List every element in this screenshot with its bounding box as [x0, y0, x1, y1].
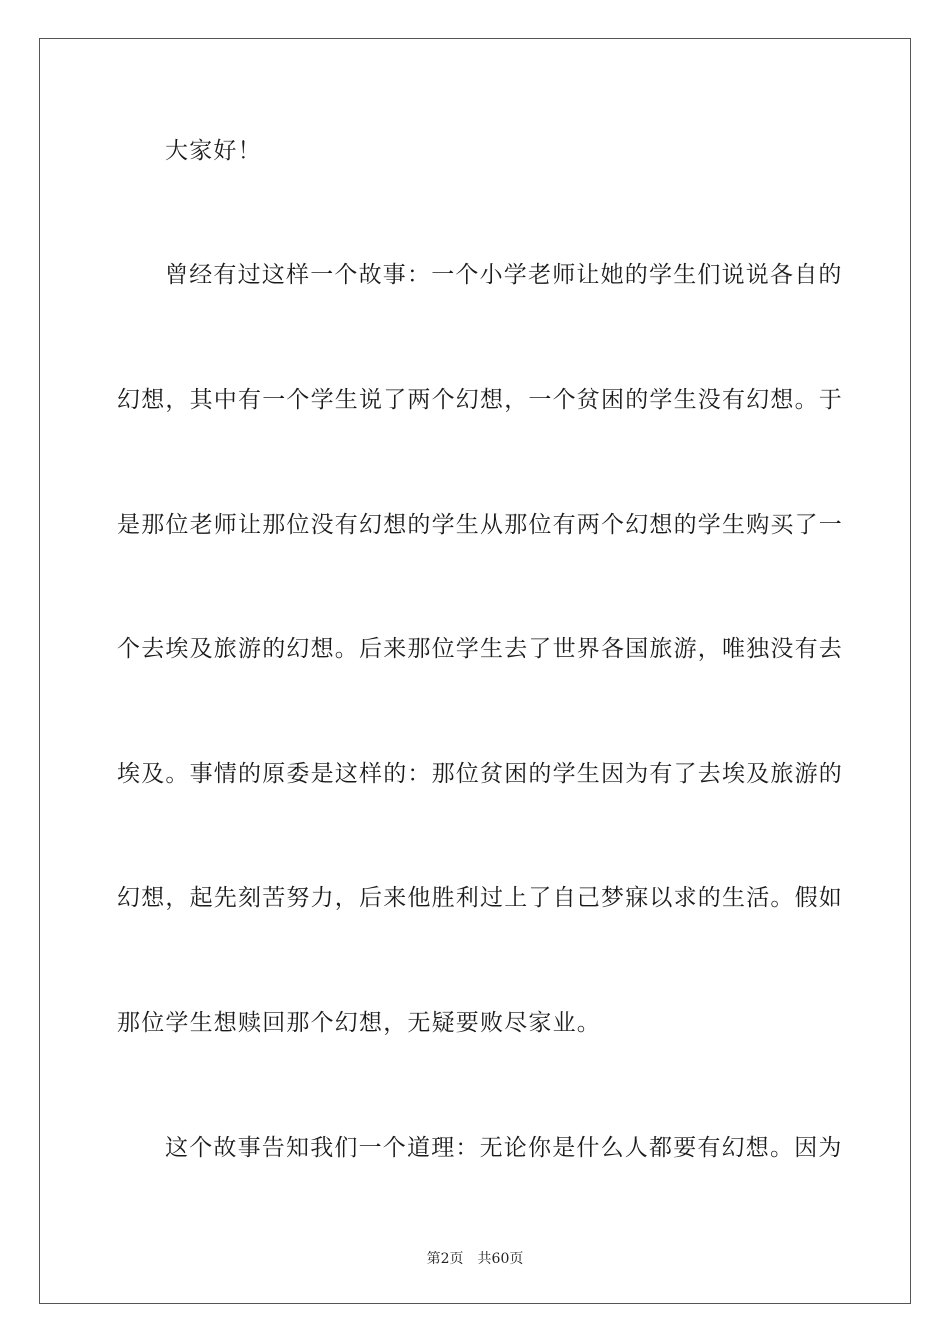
paragraph-line: 那位学生想赎回那个幻想，无疑要败尽家业。 [117, 1010, 601, 1036]
page-footer [0, 1248, 950, 1268]
paragraph-line: 幻想，起先刻苦努力，后来他胜利过上了自己梦寐以求的生活。假如 [117, 885, 843, 911]
paragraph-line: 这个故事告知我们一个道理：无论你是什么人都要有幻想。因为 [165, 1135, 843, 1161]
page-number: 第2页 [426, 1251, 464, 1267]
paragraph-line: 埃及。事情的原委是这样的：那位贫困的学生因为有了去埃及旅游的 [117, 761, 843, 787]
page-total: 共60页 [477, 1251, 524, 1267]
paragraph-line: 个去埃及旅游的幻想。后来那位学生去了世界各国旅游，唯独没有去 [117, 636, 843, 662]
paragraph-line: 幻想，其中有一个学生说了两个幻想，一个贫困的学生没有幻想。于 [117, 387, 843, 413]
page-border [39, 38, 911, 1304]
greeting-line: 大家好！ [165, 138, 262, 164]
paragraph-line: 是那位老师让那位没有幻想的学生从那位有两个幻想的学生购买了一 [117, 512, 843, 538]
paragraph-line: 曾经有过这样一个故事：一个小学老师让她的学生们说说各自的 [165, 262, 843, 288]
